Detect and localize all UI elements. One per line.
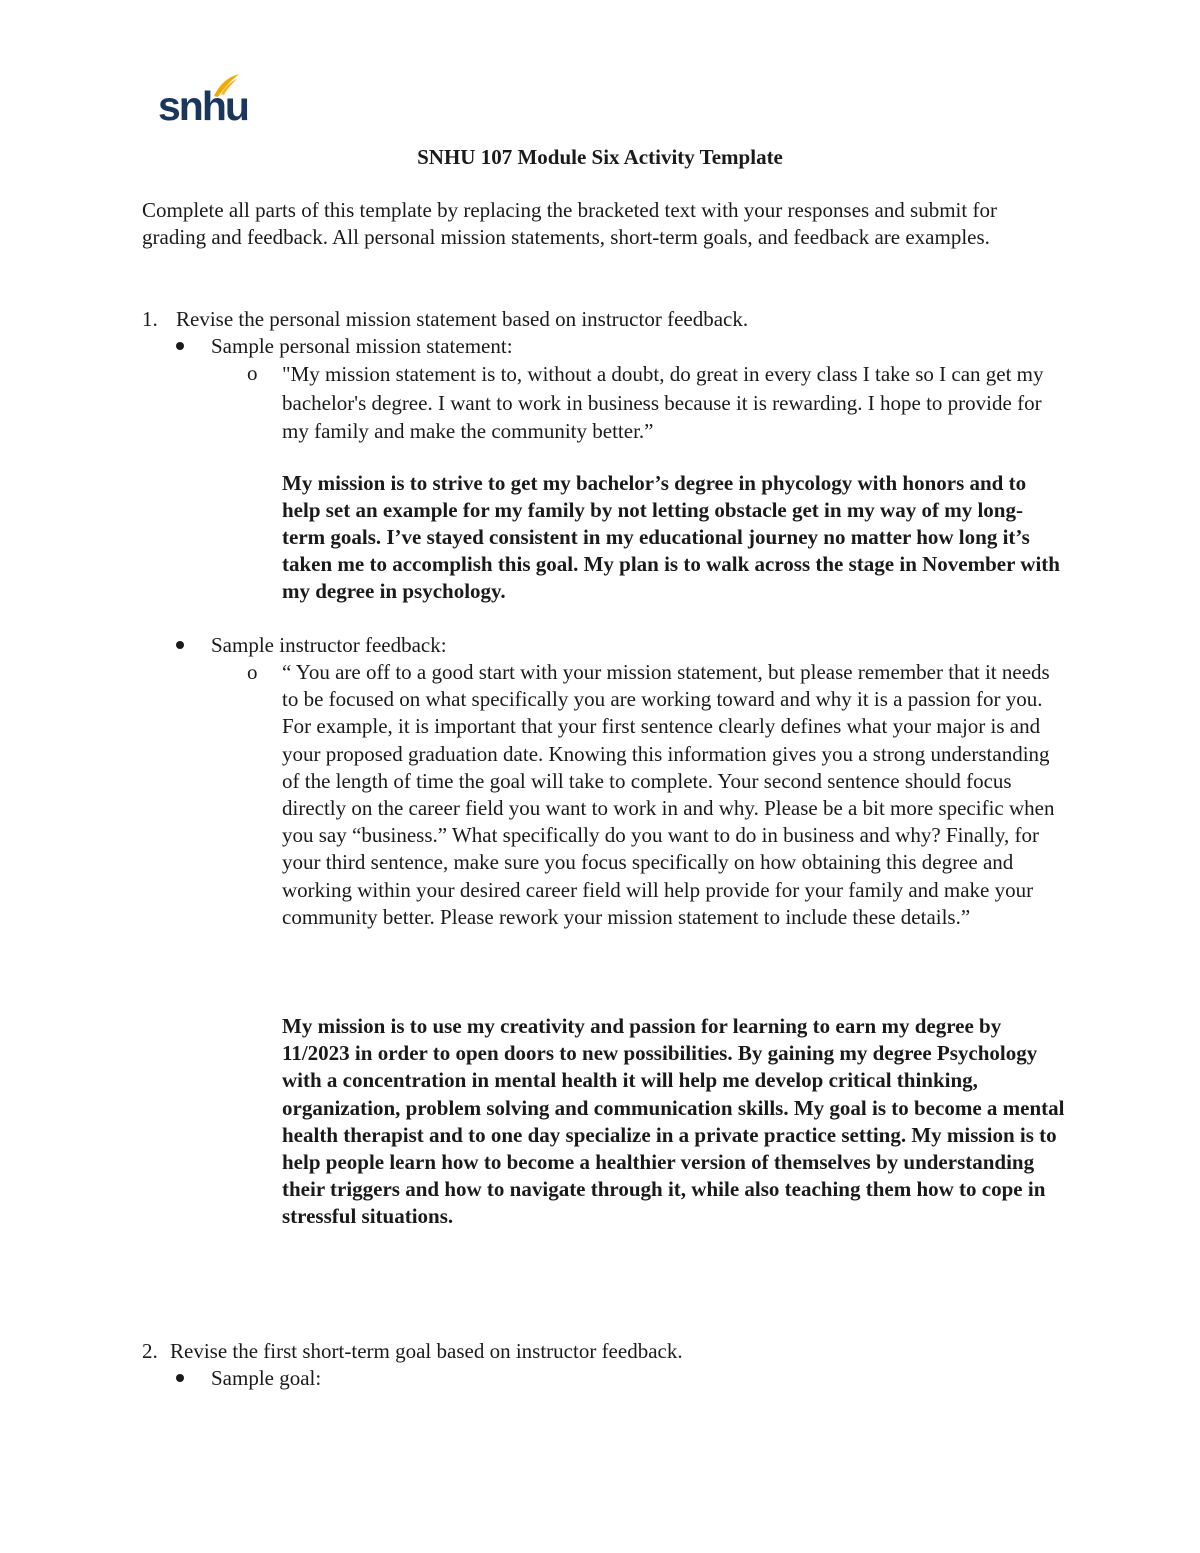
section2-number: 2.	[142, 1339, 158, 1363]
page-title: SNHU 107 Module Six Activity Template	[417, 145, 783, 169]
section1-number: 1.	[142, 307, 158, 331]
section1-instructor-feedback-quote: “ You are off to a good start with your mission statement, but please remember that it needs to be focused on what specifically you are working toward and why it is a passion for you. For example, it is important that your first sentence clearly defines what your major is and your proposed graduation date. Knowing this information gives you a strong understanding of the length of time the goal will take to complete. Your second sentence should focus directly on the career field you want to work in and why. Please be a bit more specific when you say “business.” What specifically do you want to do in business and why? Finally, for your third sentence, make sure you focus specifically on how obtaining this degree and working within your desired career field will help provide for your family and make your community better. Please rework your mission statement to include these details.”	[282, 660, 1055, 929]
bullet-icon	[176, 342, 184, 350]
section1-heading: Revise the personal mission statement based on instructor feedback.	[176, 307, 749, 331]
section1-sample-mission-quote: "My mission statement is to, without a doubt, do great in every class I take so I can get my bachelor's degree. I want to work in business because it is rewarding. I hope to provide for my family and make the community better.”	[282, 362, 1044, 443]
sub-bullet-marker: o	[247, 361, 258, 385]
section1-mission-response: My mission is to strive to get my bachelor’s degree in phycology with honors and to help set an example for my family by not letting obstacle get in my way of my long-term goals. I’ve stayed consistent in my educational journey no matter how long it’s taken me to accomplish this goal. My plan is to walk across the stage in November with my degree in psychology.	[282, 471, 1060, 603]
bullet-icon	[176, 641, 184, 649]
bullet-icon	[176, 1374, 184, 1382]
section2-bullet1-label: Sample goal:	[211, 1366, 322, 1390]
intro-paragraph: Complete all parts of this template by replacing the bracketed text with your responses and submit for grading and feedback. All personal mission statements, short-term goals, and feedback are examples.	[142, 198, 997, 249]
section2-heading: Revise the first short-term goal based on instructor feedback.	[170, 1339, 683, 1363]
section1-revised-mission-response: My mission is to use my creativity and passion for learning to earn my degree by 11/2023 in order to open doors to new possibilities. By gaining my degree Psychology with a concentration in mental health it will help me develop critical thinking, organization, problem solving and communication skills. My goal is to become a mental health therapist and to one day specialize in a private practice setting. My mission is to help people learn how to become a healthier version of themselves by understanding their triggers and how to navigate through it, while also teaching them how to cope in stressful situations.	[282, 1014, 1065, 1229]
section1-bullet2-label: Sample instructor feedback:	[211, 633, 447, 657]
section1-bullet1-label: Sample personal mission statement:	[211, 334, 513, 358]
logo-text: snhu	[158, 83, 248, 129]
sub-bullet-marker: o	[247, 660, 258, 684]
snhu-logo	[158, 72, 248, 132]
